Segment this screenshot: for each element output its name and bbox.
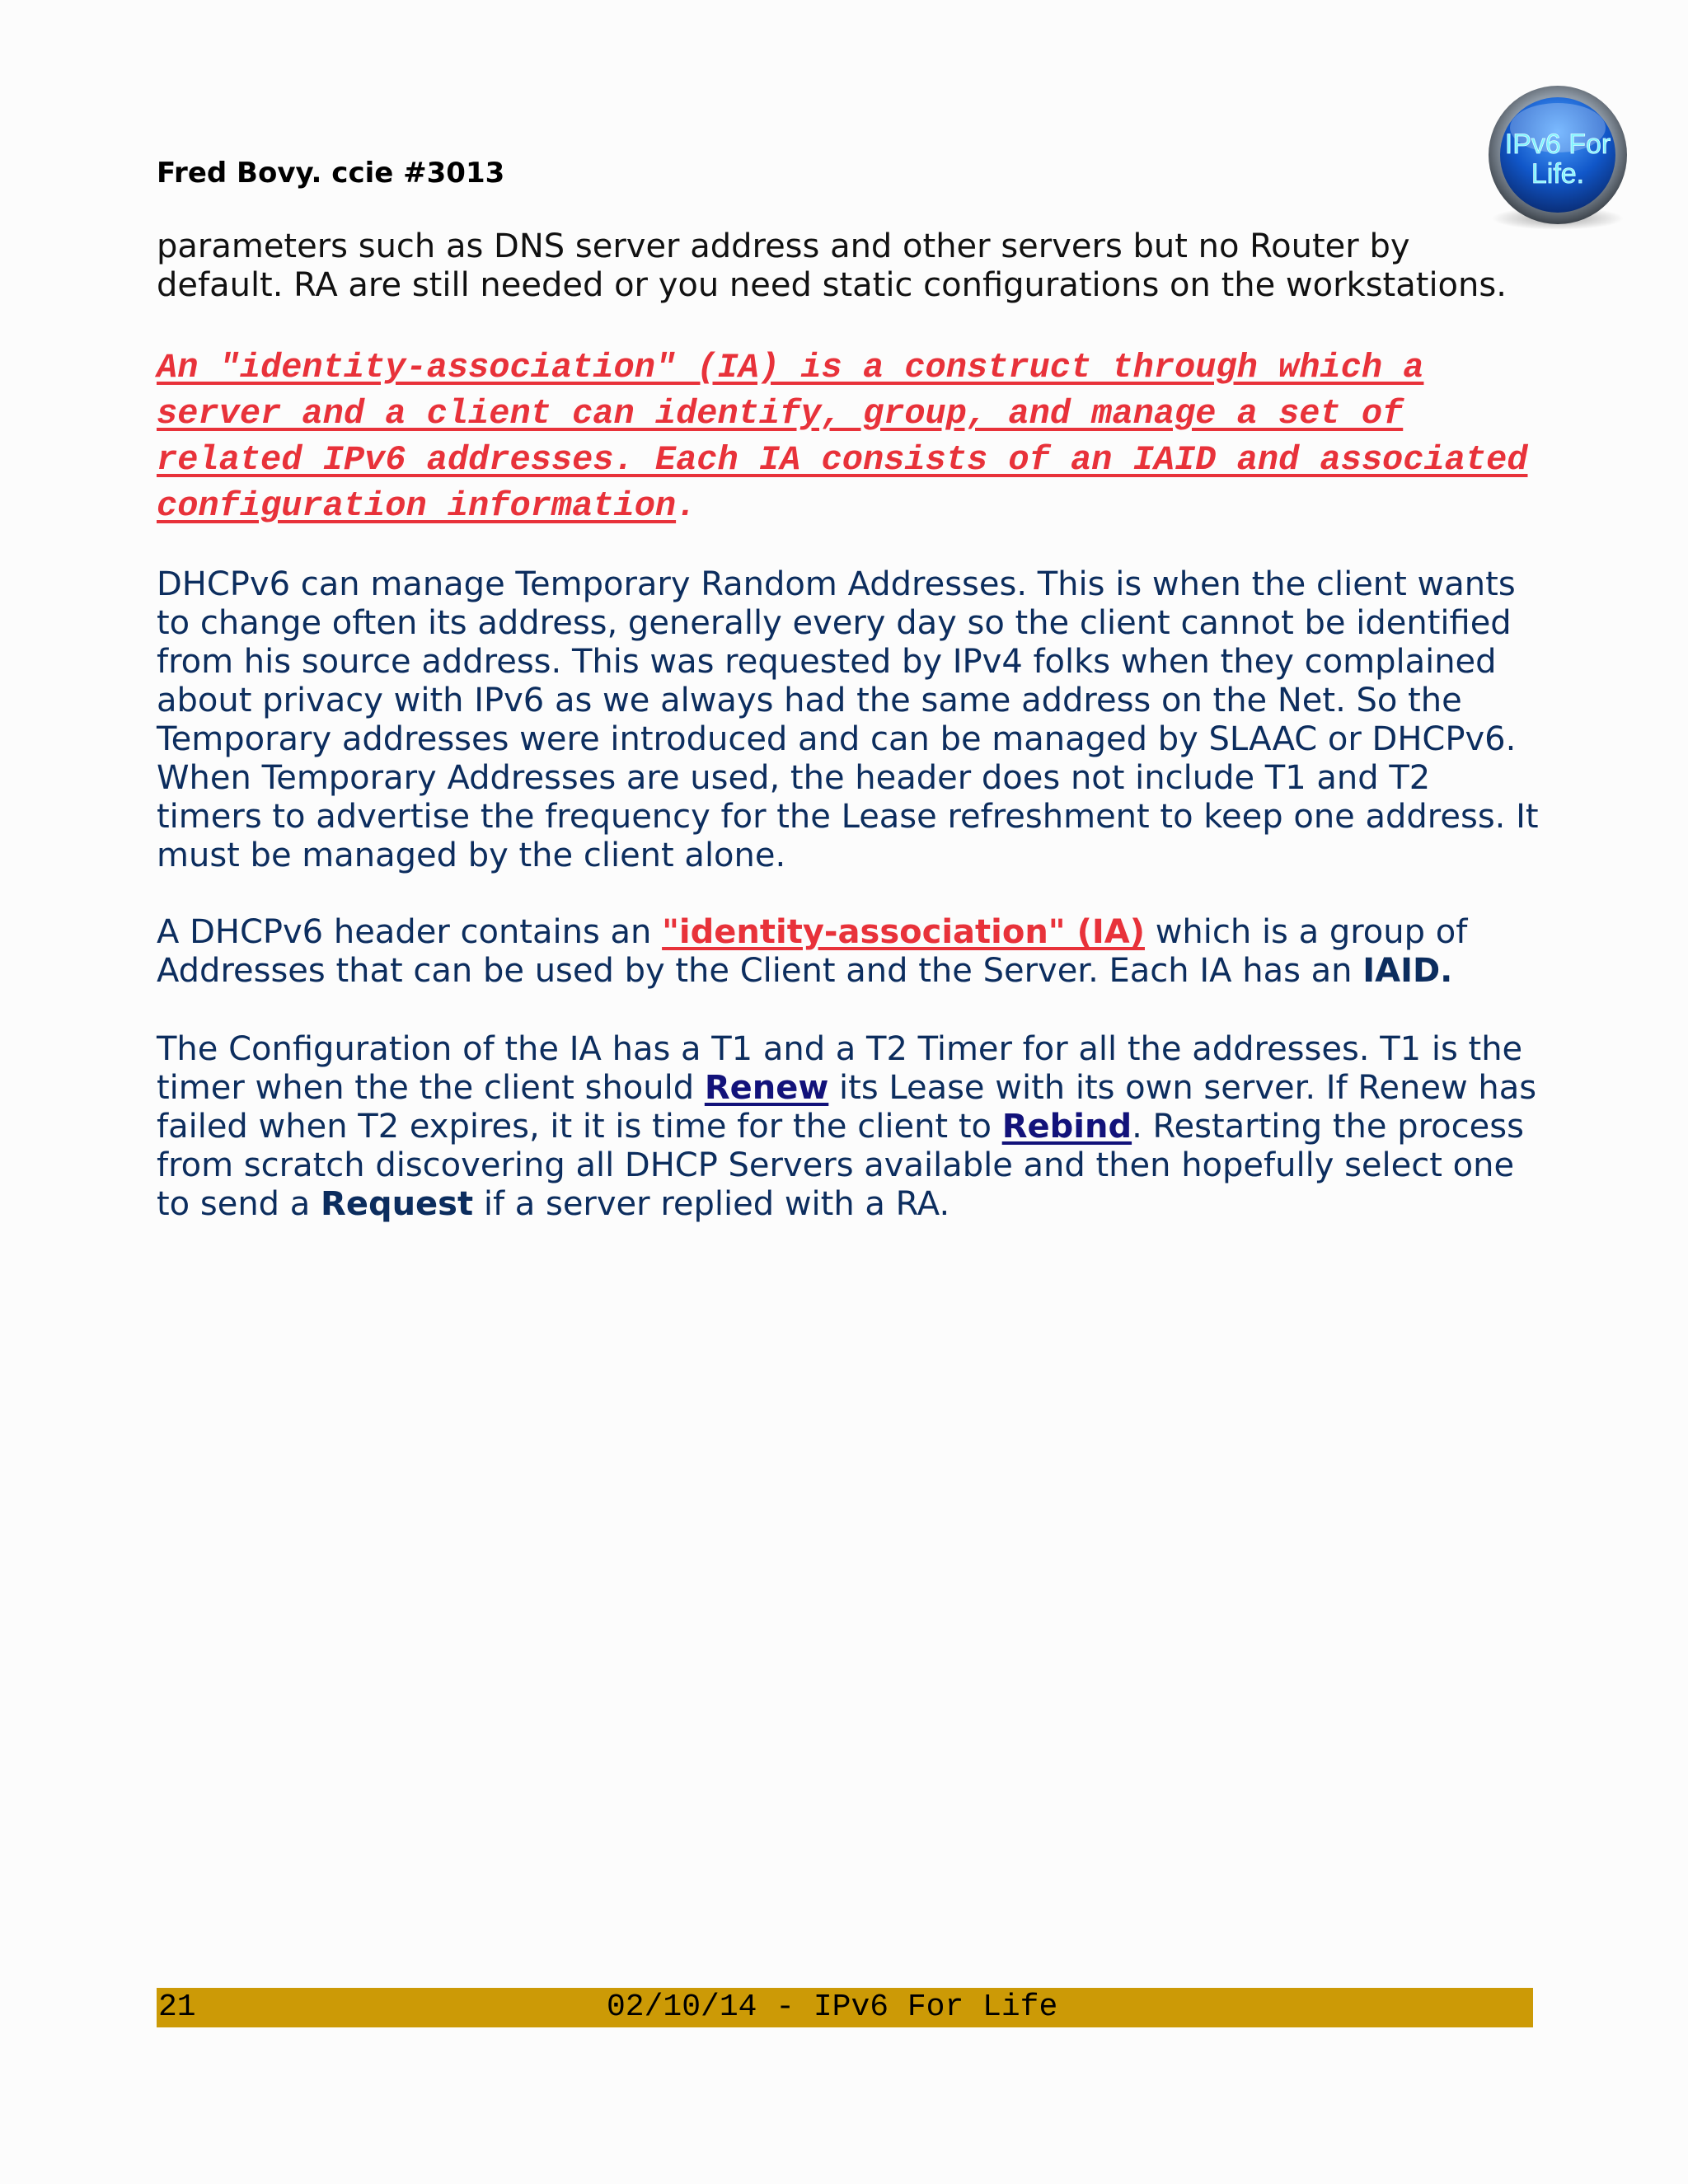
- ia-definition-quote: [157, 344, 1541, 529]
- rebind-link[interactable]: Rebind: [1001, 1108, 1132, 1146]
- temporary-addresses-paragraph: DHCPv6 can manage Temporary Random Addresses. This is when the client wants to change often its address, generally every day so the client cannot be identified from his source address. This was requested by IPv4 folks when they complained about privacy with IPv6 as we always had the same address on the Net. So the Temporary addresses were introduced and can be managed by SLAAC or DHCPv6. When Temporary Addresses are used, the header does not include T1 and T2 timers to advertise the frequency for the Lease refreshment to keep one address. It must be managed by the client alone.: [157, 565, 1539, 874]
- renew-link[interactable]: Renew: [704, 1069, 829, 1107]
- page-number: 21: [158, 1990, 196, 2025]
- identity-association-link[interactable]: "identity-association" (IA): [662, 913, 1145, 951]
- para3-part4: if a server replied with a RA.: [473, 1185, 950, 1223]
- footer-title: 02/10/14 - IPv6 For Life: [607, 1990, 1058, 2025]
- para3-part1: The Configuration of the IA has a T1 and a T2 Timer for all the addresses. T1 is the timer when the the client should: [157, 1030, 1523, 1107]
- logo-text-line1: IPv6 For: [1504, 129, 1611, 160]
- iaid-bold: IAID.: [1362, 952, 1453, 990]
- logo-text-line2: Life.: [1531, 158, 1585, 190]
- quote-end: .: [676, 486, 697, 526]
- ipv6-for-life-logo: [1479, 82, 1636, 235]
- intro-paragraph: parameters such as DNS server address and other servers but no Router by default. RA are still needed or you need static configurations on the workstations.: [157, 227, 1507, 304]
- quote-text: An "identity-association" (IA) is a construct through which a server and a client can identify, group, and manage a set of related IPv6 addresses. Each IA consists of an IAID and associated configuration information: [157, 348, 1528, 526]
- footer-bar: [157, 1988, 1533, 2027]
- para2-before: A DHCPv6 header contains an: [157, 913, 663, 951]
- request-bold: Request: [321, 1185, 474, 1223]
- ia-timers-paragraph: [157, 1030, 1541, 1224]
- para2-middle: which is a group of Addresses that can be used by the Client and the Server. Each IA has an: [157, 913, 1468, 990]
- para3-part3: . Restarting the process from scratch discovering all DHCP Servers available and then hopefully select one to send a: [157, 1108, 1524, 1223]
- ia-header-paragraph: [157, 913, 1541, 991]
- para3-part2: its Lease with its own server. If Renew has failed when T2 expires, it it is time for the client to: [157, 1069, 1537, 1146]
- author-header: Fred Bovy. ccie #3013: [157, 157, 505, 190]
